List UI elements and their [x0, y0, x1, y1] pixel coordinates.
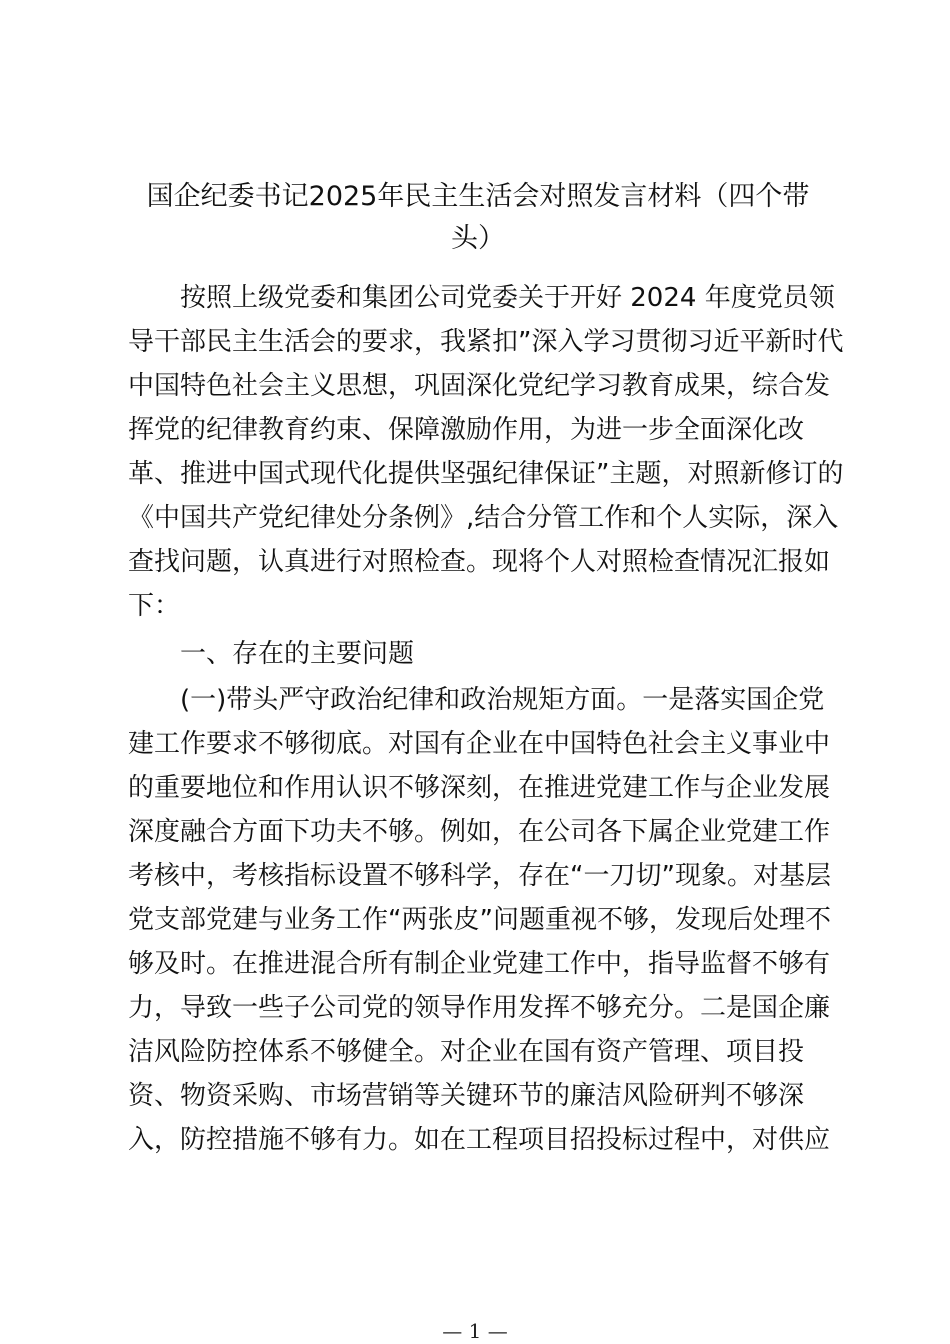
- section-heading: 一、存在的主要问题: [180, 639, 415, 669]
- paragraph-line: 查找问题，认真进行对照检查。现将个人对照检查情况汇报如: [128, 547, 831, 577]
- paragraph-line: 《中国共产党纪律处分条例》,结合分管工作和个人实际，深入: [128, 503, 839, 533]
- page-number: — 1 —: [442, 1319, 508, 1343]
- paragraph-line: 下：: [128, 591, 181, 621]
- paragraph-line: 挥党的纪律教育约束、保障激励作用，为进一步全面深化改: [128, 415, 805, 445]
- paragraph-line: 中国特色社会主义思想，巩固深化党纪学习教育成果，综合发: [128, 371, 831, 401]
- paragraph-line: 按照上级党委和集团公司党委关于开好 2024 年度党员领: [180, 283, 835, 313]
- paragraph-line: 建工作要求不够彻底。对国有企业在中国特色社会主义事业中: [128, 729, 831, 759]
- paragraph-line: 够及时。在推进混合所有制企业党建工作中，指导监督不够有: [128, 949, 831, 979]
- paragraph-line: 深度融合方面下功夫不够。例如，在公司各下属企业党建工作: [128, 817, 831, 847]
- paragraph-line: 的重要地位和作用认识不够深刻，在推进党建工作与企业发展: [128, 773, 831, 803]
- document-title: 国企纪委书记2025年民主生活会对照发言材料（四个带头）: [146, 181, 810, 254]
- paragraph-line: 导干部民主生活会的要求，我紧扣”深入学习贯彻习近平新时代: [128, 327, 844, 357]
- paragraph-line: 革、推进中国式现代化提供坚强纪律保证”主题，对照新修订的: [128, 459, 844, 489]
- paragraph-line: 资、物资采购、市场营销等关键环节的廉洁风险研判不够深: [128, 1081, 805, 1111]
- paragraph-line: 力，导致一些子公司党的领导作用发挥不够充分。二是国企廉: [128, 993, 831, 1023]
- paragraph-line: 洁风险防控体系不够健全。对企业在国有资产管理、项目投: [128, 1037, 805, 1067]
- paragraph-line: 党支部党建与业务工作“两张皮”问题重视不够，发现后处理不: [128, 905, 831, 935]
- paragraph-line: (一)带头严守政治纪律和政治规矩方面。一是落实国企党: [180, 685, 825, 715]
- paragraph-line: 考核中，考核指标设置不够科学，存在“一刀切”现象。对基层: [128, 861, 831, 891]
- paragraph-line: 入，防控措施不够有力。如在工程项目招投标过程中，对供应: [128, 1125, 831, 1155]
